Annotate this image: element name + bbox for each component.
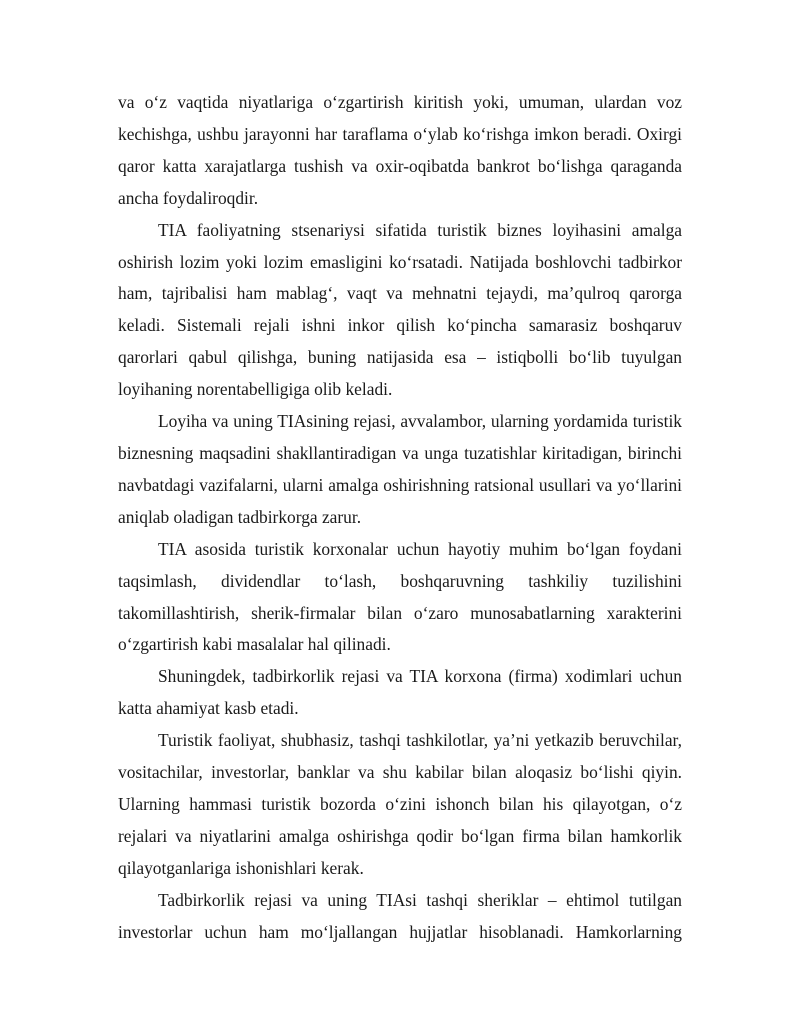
paragraph-external-organizations: Turistik faoliyat, shubhasiz, tashqi tashkilotlar, ya’ni yetkazib beruvchilar, vositachilar, investorlar, banklar va shu kabilar bilan aloqasiz bo‘lishi qiyin. Ularning hammasi turistik bozorda o‘zini ishonch bilan his qilayotgan, o‘z rejalari va niyatlarini amalga oshirishga qodir bo‘lgan firma bilan hamkorlik qilayotganlariga ishonishlari kerak. xyxy=(118,730,682,878)
paragraph-continuation: va o‘z vaqtida niyatlariga o‘zgartirish kiritish yoki, umuman, ulardan voz kechishga, ushbu jarayonni har taraflama o‘ylab ko‘rishga imkon beradi. Oxirgi qaror katta xarajatlarga tushish va oxir-oqibatda bankrot bo‘lishga qaraganda ancha foydaliroqdir. xyxy=(118,92,682,208)
paragraph-tia-scenario: TIA faoliyatning stsenariysi sifatida turistik biznes loyihasini amalga oshirish lozim yoki lozim emasligini ko‘rsatadi. Natijada boshlovchi tadbirkor ham, tajribalisi ham mablag‘, vaqt va mehnatni tejaydi, ma’qulroq qarorga keladi. Sistemali rejali ishni inkor qilish ko‘pincha samarasiz boshqaruv qarorlari qabul qilishga, buning natijasida esa – istiqbolli bo‘lib tuyulgan loyihaning norentabelligiga olib keladi. xyxy=(118,219,682,400)
paragraph-project-plan: Loyiha va uning TIAsining rejasi, avvalambor, ularning yordamida turistik biznesning maqsadini shakllantiradigan va unga tuzatishlar kiritadigan, birinchi navbatdagi vazifalarni, ularni amalga oshirishning ratsional usullari va yo‘llarini aniqlab oladigan tadbirkorga zarur. xyxy=(118,411,682,527)
paragraph-employees: Shuningdek, tadbirkorlik rejasi va TIA korxona (firma) xodimlari uchun katta ahamiyat kasb etadi. xyxy=(118,666,682,719)
document-page xyxy=(118,87,682,948)
paragraph-external-partners: Tadbirkorlik rejasi va uning TIAsi tashqi sheriklar – ehtimol tutilgan investorlar uchun ham mo‘ljallangan hujjatlar hisoblanadi. Hamkorlarning xyxy=(118,889,682,942)
paragraph-tia-basis: TIA asosida turistik korxonalar uchun hayotiy muhim bo‘lgan foydani taqsimlash, dividendlar to‘lash, boshqaruvning tashkiliy tuzilishini takomillashtirish, sherik-firmalar bilan o‘zaro munosabatlarning xarakterini o‘zgartirish kabi masalalar hal qilinadi. xyxy=(118,538,682,655)
